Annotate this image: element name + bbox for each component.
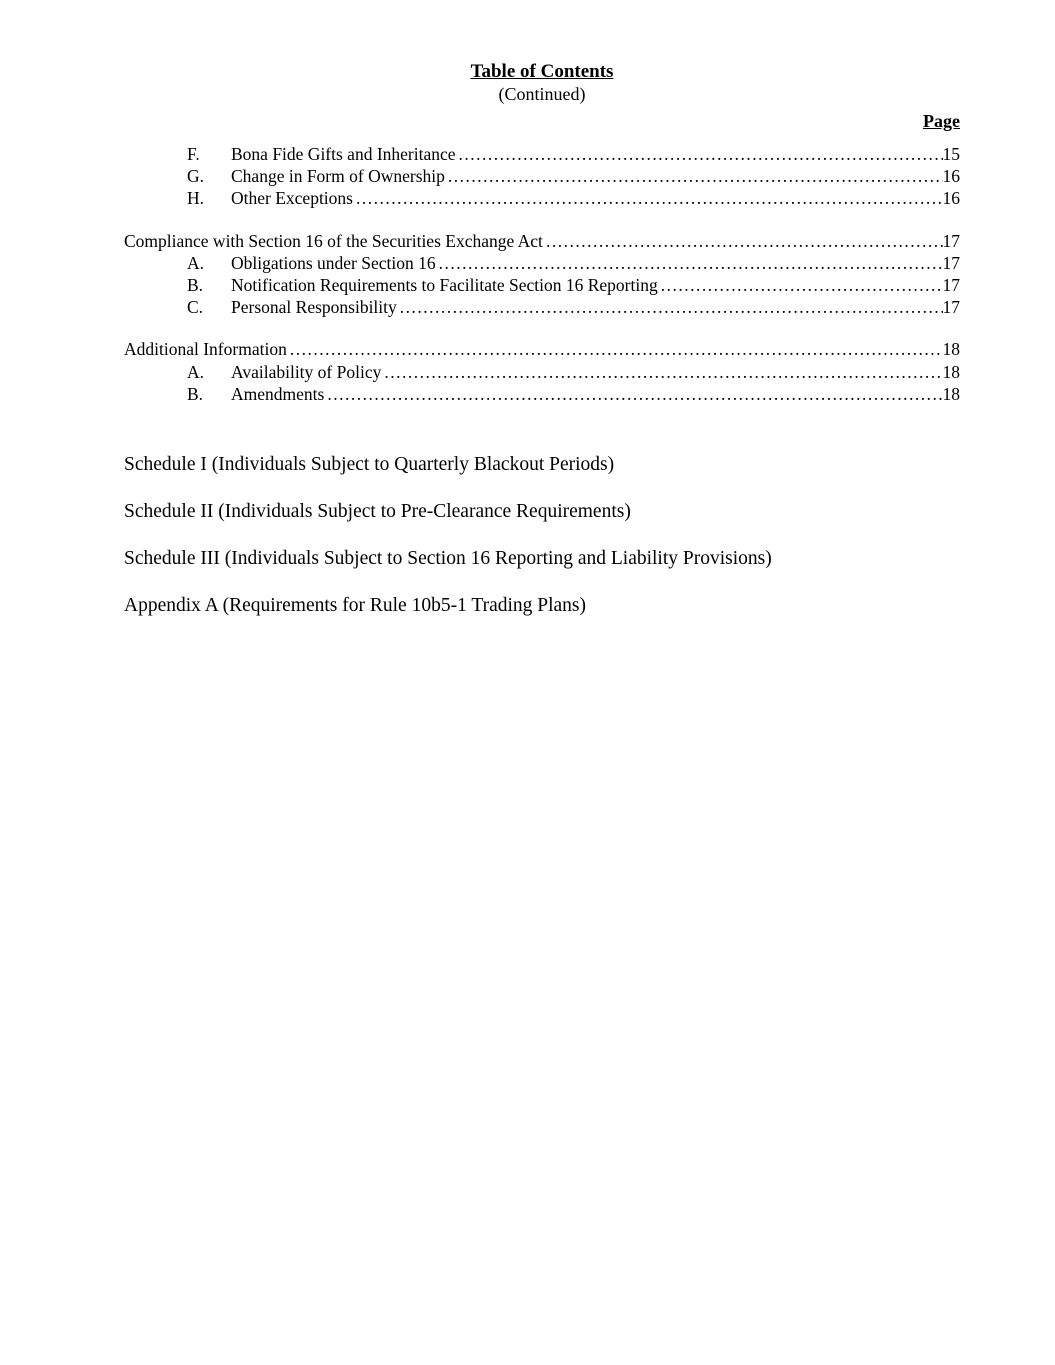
- toc-entry-letter: A.: [187, 361, 205, 382]
- dot-leader: [384, 361, 942, 383]
- toc-entry-page: 16: [942, 188, 960, 209]
- schedule-line: Schedule III (Individuals Subject to Section 16 Reporting and Liability Provisions): [124, 548, 772, 570]
- toc-entry-title: Notification Requirements to Facilitate Section 16 Reporting: [231, 275, 658, 296]
- toc-entry-title: Availability of Policy: [231, 361, 382, 382]
- toc-entry: [124, 165, 960, 187]
- toc-entry: [124, 230, 960, 252]
- toc-entry-title: Other Exceptions: [231, 188, 353, 209]
- toc-entry-page: 17: [942, 297, 960, 318]
- toc-entry: [124, 361, 960, 383]
- toc-entry: [124, 296, 960, 318]
- dot-leader: [327, 383, 942, 405]
- toc-entry-letter: H.: [187, 188, 205, 209]
- toc-entry: [124, 274, 960, 296]
- toc-subtitle: (Continued): [498, 84, 586, 104]
- toc-entry: [124, 383, 960, 405]
- toc-entry-title: Personal Responsibility: [231, 297, 397, 318]
- schedule-line: Schedule I (Individuals Subject to Quarterly Blackout Periods): [124, 454, 615, 476]
- toc-entry-letter: B.: [187, 383, 204, 404]
- toc-group: [124, 338, 960, 405]
- dot-leader: [661, 274, 943, 296]
- toc-entry-letter: F.: [187, 144, 200, 164]
- toc-entry-page: 15: [942, 144, 960, 164]
- schedule-line: Schedule II (Individuals Subject to Pre-Clearance Requirements): [124, 501, 631, 523]
- toc-entry: [124, 187, 960, 209]
- toc-entry-letter: C.: [187, 297, 204, 318]
- schedule-line: Appendix A (Requirements for Rule 10b5-1 Trading Plans): [124, 595, 587, 617]
- toc-entry-page: 17: [942, 230, 960, 251]
- dot-leader: [459, 143, 943, 165]
- toc-entry-title: Change in Form of Ownership: [231, 166, 445, 187]
- toc-entry-title: Bona Fide Gifts and Inheritance: [231, 144, 456, 164]
- toc-group: [124, 230, 960, 319]
- toc-entry: [124, 338, 960, 360]
- dot-leader: [290, 338, 943, 360]
- toc-entry-title: Amendments: [231, 383, 325, 404]
- dot-leader: [356, 187, 943, 209]
- toc-entry-title: Compliance with Section 16 of the Securities Exchange Act: [124, 230, 543, 251]
- toc-entry-title: Obligations under Section 16: [231, 252, 436, 273]
- dot-leader: [400, 296, 943, 318]
- toc-entry-page: 18: [942, 383, 960, 404]
- toc-entry-page: 17: [942, 252, 960, 273]
- toc-entry-page: 18: [942, 339, 960, 360]
- toc-entry-page: 17: [942, 275, 960, 296]
- dot-leader: [439, 252, 943, 274]
- schedules-section: [124, 453, 960, 618]
- toc-entry: [124, 252, 960, 274]
- toc-entry-letter: G.: [187, 166, 205, 187]
- dot-leader: [448, 165, 943, 187]
- toc-title: Table of Contents: [470, 61, 614, 82]
- dot-leader: [546, 230, 943, 252]
- toc-entry-letter: A.: [187, 252, 205, 273]
- toc-group: [124, 143, 960, 210]
- page-column-header: Page: [923, 111, 960, 131]
- toc-entry-letter: B.: [187, 275, 204, 296]
- table-of-contents: [124, 143, 960, 405]
- toc-entry-title: Additional Information: [124, 339, 287, 360]
- toc-entry-page: 18: [942, 361, 960, 382]
- toc-entry-page: 16: [942, 166, 960, 187]
- toc-entry: [124, 143, 960, 165]
